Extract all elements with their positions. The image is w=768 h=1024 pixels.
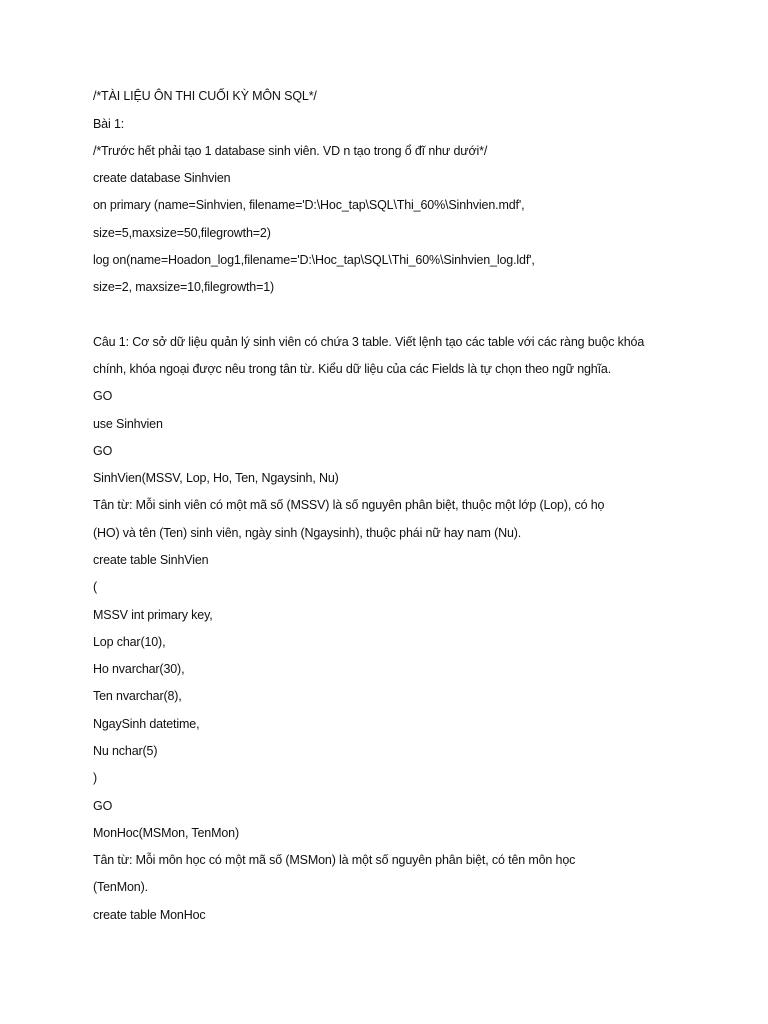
code-line: Ho nvarchar(30), [93,662,185,676]
code-line: create table SinhVien [93,553,209,567]
schema-line: SinhVien(MSSV, Lop, Ho, Ten, Ngaysinh, Nu) [93,471,339,485]
code-line: GO [93,444,113,458]
code-line: Ten nvarchar(8), [93,689,182,703]
text-line: Tân từ: Mỗi sinh viên có một mã số (MSSV) là số nguyên phân biệt, thuộc một lớp (Lop), có họ [93,498,605,512]
code-line: ) [93,771,98,785]
text-line: chính, khóa ngoại được nêu trong tân từ. Kiểu dữ liệu của các Fields là tự chọn theo ngữ nghĩa. [93,362,612,376]
code-line: on primary (name=Sinhvien, filename='D:\Hoc_tap\SQL\Thi_60%\Sinhvien.mdf', [93,198,525,212]
code-line: use Sinhvien [93,417,163,431]
exercise-heading: Bài 1: [93,117,125,131]
code-line: size=2, maxsize=10,filegrowth=1) [93,280,275,294]
text-line: /*Trước hết phải tạo 1 database sinh viên. VD n tạo trong ổ đĩ như dưới*/ [93,144,488,158]
text-line: (TenMon). [93,880,148,894]
schema-line: MonHoc(MSMon, TenMon) [93,826,239,840]
code-line: GO [93,389,113,403]
code-line: Nu nchar(5) [93,744,158,758]
code-line: log on(name=Hoadon_log1,filename='D:\Hoc_tap\SQL\Thi_60%\Sinhvien_log.ldf', [93,253,535,267]
code-line: create database Sinhvien [93,171,231,185]
text-line: (HO) và tên (Ten) sinh viên, ngày sinh (Ngaysinh), thuộc phái nữ hay nam (Nu). [93,526,522,540]
question-heading: Câu 1: Cơ sở dữ liệu quản lý sinh viên có chứa 3 table. Viết lệnh tạo các table với các ràng buộc khóa [93,335,645,349]
code-line: NgaySinh datetime, [93,717,200,731]
code-line: MSSV int primary key, [93,608,213,622]
doc-title: /*TÀI LIỆU ÔN THI CUỐI KỲ MÔN SQL*/ [93,89,317,103]
code-line: size=5,maxsize=50,filegrowth=2) [93,226,271,240]
code-line: Lop char(10), [93,635,166,649]
code-line: GO [93,799,113,813]
code-line: ( [93,580,98,594]
text-line: Tân từ: Mỗi môn học có một mã số (MSMon) là một số nguyên phân biệt, có tên môn học [93,853,576,867]
code-line: create table MonHoc [93,908,206,922]
